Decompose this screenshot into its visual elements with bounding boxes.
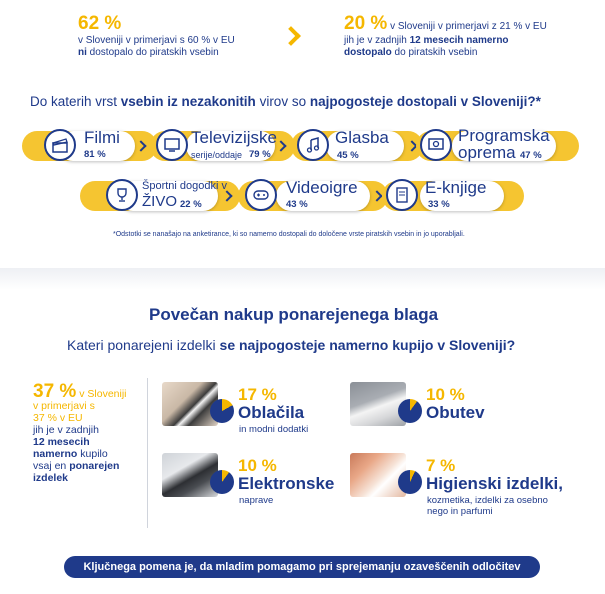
music-note-icon <box>297 129 329 161</box>
stat-right-line2-bold: 12 mesecih namerno <box>409 35 509 46</box>
category-name: Športni dogodki v <box>142 180 227 192</box>
product-name: Higienski izdelki, <box>426 474 563 493</box>
product-percent: 7 % <box>426 456 456 475</box>
pie-chart-icon <box>210 470 234 494</box>
section2-question: Kateri ponarejeni izdelki se najpogosteje namerno kupijo v Sloveniji? <box>67 337 516 353</box>
cosmetics-photo <box>350 453 406 497</box>
category-name-2: ŽIVO <box>142 193 178 210</box>
product-percent: 17 % <box>238 385 277 404</box>
pie-chart-icon <box>398 399 422 423</box>
pie-chart-icon <box>398 470 422 494</box>
section-divider <box>0 268 605 290</box>
category-percent: 43 % <box>286 199 308 210</box>
stat-left-percent: 62 % <box>78 13 122 34</box>
section2-title: Povečan nakup ponarejenega blaga <box>149 305 439 324</box>
product-name: Oblačila <box>238 403 305 422</box>
ebook-icon <box>386 179 418 211</box>
software-icon <box>420 129 452 161</box>
category-name: Filmi <box>84 128 120 147</box>
product-sub: kozmetika, izdelki za osebno <box>427 495 548 506</box>
stat-right-line1: v Sloveniji v primerjavi z 21 % v EU <box>387 21 547 32</box>
gamepad-icon <box>245 179 277 211</box>
footnote: *Odstotki se nanašajo na anketirance, ki so namerno dostopali do določene vrste piratskih vsebin in jo uporabljali. <box>113 231 465 238</box>
category-percent: 81 % <box>84 149 106 160</box>
vertical-divider <box>147 378 148 528</box>
product-percent: 10 % <box>238 456 277 475</box>
stat-right-line3-bold: dostopalo <box>344 47 392 58</box>
category-sub: serije/oddaje <box>191 150 243 160</box>
category-percent: 47 % <box>520 150 542 161</box>
question-content-types: Do katerih vrst vsebin iz nezakonitih virov so najpogosteje dostopali v Sloveniji?* <box>30 94 541 109</box>
category-percent: 79 % <box>249 149 271 160</box>
stat-right-line3-rest: do piratskih vsebin <box>391 47 478 58</box>
stat-left-rest: dostopalo do piratskih vsebin <box>86 47 219 58</box>
chevron-right-icon <box>281 26 301 46</box>
stat-left-line1: v Sloveniji v primerjavi s 60 % v EU <box>78 35 235 46</box>
product-name: Obutev <box>426 403 485 422</box>
electronics-photo <box>162 453 218 497</box>
pie-chart-icon <box>210 399 234 423</box>
stat-right <box>344 13 547 59</box>
category-name-2: oprema <box>458 143 516 162</box>
product-sub-2: nego in parfumi <box>427 506 493 517</box>
product-percent: 10 % <box>426 385 465 404</box>
product-name: Elektronske <box>238 474 335 493</box>
product-sub: in modni dodatki <box>239 424 309 435</box>
bottom-banner: Ključnega pomena je, da mladim pomagamo pri sprejemanju ozaveščenih odločitev <box>64 556 540 578</box>
stat-left <box>78 13 235 59</box>
clothing-photo <box>162 382 218 426</box>
category-name: Videoigre <box>286 178 358 197</box>
category-percent: 33 % <box>428 199 450 210</box>
trophy-icon <box>106 179 138 211</box>
stat-right-line2: jih je v zadnjih <box>344 35 410 46</box>
category-name: Glasba <box>335 128 389 147</box>
product-sub: naprave <box>239 495 274 506</box>
category-name: Televizijske <box>191 128 277 147</box>
stat-right-percent: 20 % <box>344 13 388 34</box>
category-name: Programska <box>458 126 550 145</box>
category-percent: 45 % <box>337 150 359 161</box>
category-percent: 22 % <box>180 199 202 210</box>
tv-icon <box>156 129 188 161</box>
film-clapper-icon <box>44 129 76 161</box>
shoes-photo <box>350 382 406 426</box>
left-stat-percent: 37 % <box>33 381 77 402</box>
left-stat: 37 % v Sloveniji v primerjavi s 37 % v EU jih je v zadnjih 12 mesecih namerno kupilo vsaj en ponarejen izdelek <box>33 381 127 484</box>
category-name: E-knjige <box>425 178 487 197</box>
stat-left-bold: ni <box>78 47 87 58</box>
